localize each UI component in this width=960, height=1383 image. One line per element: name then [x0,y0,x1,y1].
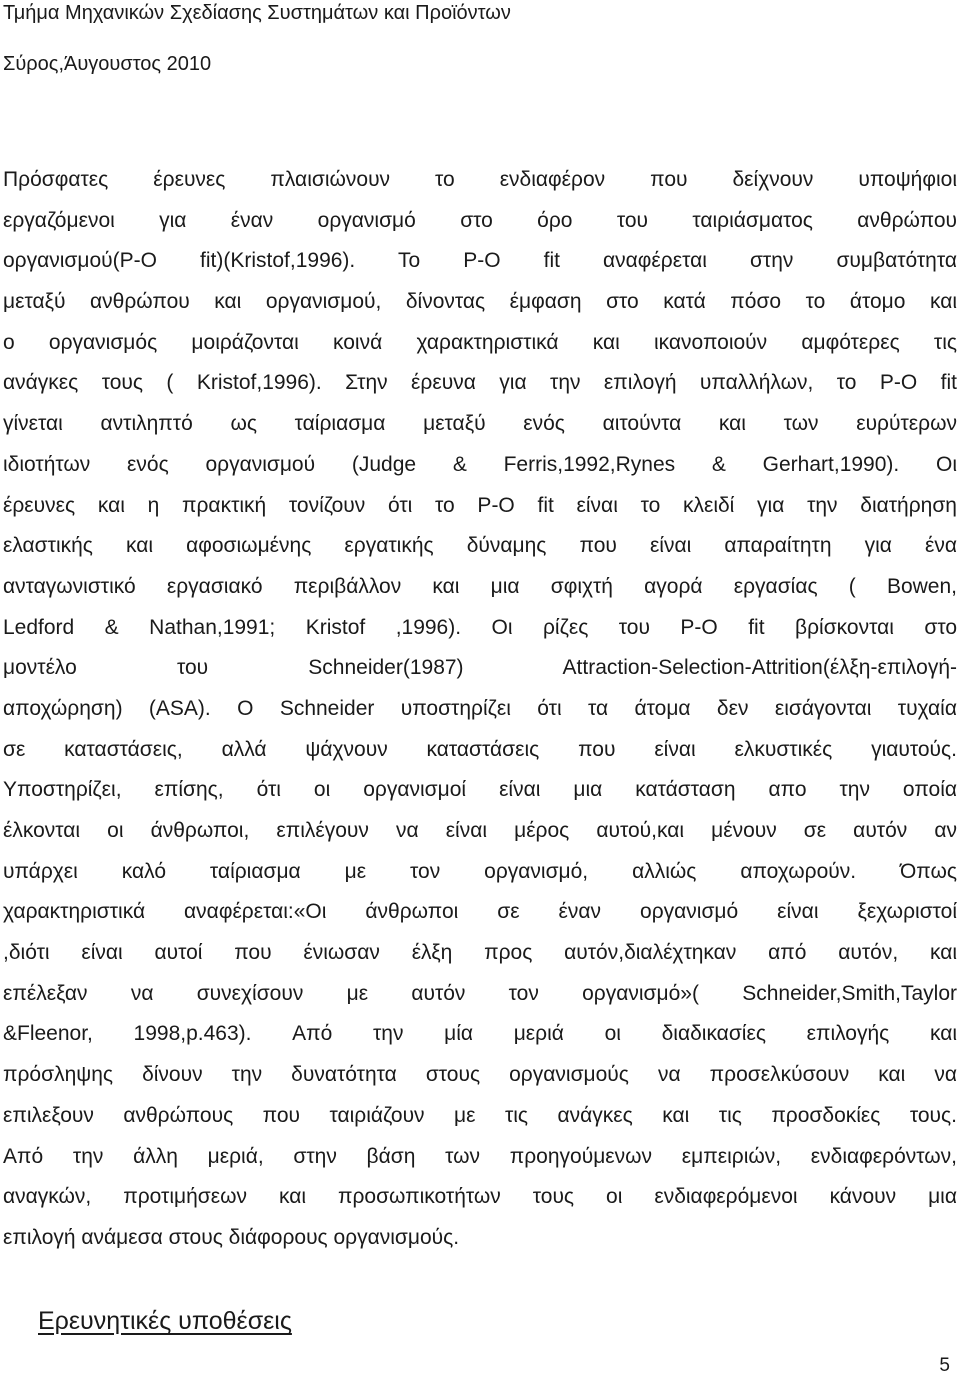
paragraph-line: Πρόσφατες έρευνες πλαισιώνουν το ενδιαφέρον που δείχνουν υποψήφιοι [3,168,957,191]
paragraph-line: Υποστηρίζει, επίσης, ότι οι οργανισμοί είναι μια κατάσταση απο την οποία [3,778,957,802]
paragraph-line: Ledford & Nathan,1991; Kristof ,1996). Οι ρίζες του P-O fit βρίσκονται στο [3,615,957,639]
paragraph-line: ανάγκες τους ( Kristof,1996). Στην έρευνα για την επιλογή υπαλλήλων, το P-O fit [3,371,957,395]
section-heading: Ερευνητικές υποθέσεις [38,1307,292,1335]
paragraph-line: μοντέλο του Schneider(1987) Attraction-Selection-Attrition(έλξη-επιλογή- [3,656,957,680]
paragraph-line: αναγκών, προτιμήσεων και προσωπικοτήτων τους οι ενδιαφερόμενοι κάνουν μια [3,1185,957,1209]
body-paragraph [3,160,957,1259]
paragraph-line: ελαστικής και αφοσιωμένης εργατικής δύναμης που είναι απαραίτητη για ένα [3,534,957,558]
paragraph-line: ανταγωνιστικό εργασιακό περιβάλλον και μια σφιχτή αγορά εργασίας ( Bowen, [3,574,957,598]
page-header [3,0,511,77]
paragraph-line: πρόσληψης δίνουν την δυνατότητα στους οργανισμούς να προσελκύσουν και να [3,1063,957,1087]
paragraph-line: υπάρχει καλό ταίριασμα με τον οργανισμό, αλλιώς αποχωρούν. Όπως [3,859,957,883]
paragraph-line: αποχώρηση) (ASA). O Schneider υποστηρίζει ότι τα άτομα δεν εισάγονται τυχαία [3,696,957,720]
paragraph-line: μεταξύ ανθρώπου και οργανισμού, δίνοντας έμφαση στο κατά πόσο το άτομο και [3,290,957,314]
paragraph-line: έλκονται οι άνθρωποι, επιλέγουν να είναι μέρος αυτού,και μένουν σε αυτόν αν [3,819,957,842]
paragraph-line: ,διότι είναι αυτοί που ένιωσαν έλξη προς αυτόν,διαλέχτηκαν από αυτόν, και [3,941,957,965]
place-date: Σύρος,Άυγουστος 2010 [3,53,212,75]
paragraph-line: εργαζόμενοι για έναν οργανισμό στο όρο του ταιριάσματος ανθρώπου [3,208,957,232]
paragraph-line: έρευνες και η πρακτική τονίζουν ότι το P-O fit είναι το κλειδί για την διατήρηση [3,493,957,517]
paragraph-line: επιλεξουν ανθρώπους που ταιριάζουν με τις ανάγκες και τις προσδοκίες τους. [3,1103,957,1127]
paragraph-line: επέλεξαν να συνεχίσουν με αυτόν τον οργανισμό»( Schneider,Smith,Taylor [3,981,957,1005]
paragraph-line-last: επιλογή ανάμεσα στους διάφορους οργανισμούς. [3,1225,460,1249]
paragraph-line: γίνεται αντιληπτό ως ταίριασμα μεταξύ ενός αιτούντα και των ευρύτερων [3,412,957,436]
paragraph-line: ιδιοτήτων ενός οργανισμού (Judge & Ferris,1992,Rynes & Gerhart,1990). Οι [3,452,957,476]
paragraph-line: ο οργανισμός μοιράζονται κοινά χαρακτηριστικά και ικανοποιούν αμφότερες τις [3,330,957,354]
paragraph-line: &Fleenor, 1998,p.463). Από την μία μεριά οι διαδικασίες επιλογής και [3,1022,957,1046]
paragraph-line: σε καταστάσεις, αλλά ψάχνουν καταστάσεις που είναι ελκυστικές γιαυτούς. [3,737,957,761]
paragraph-line: οργανισμού(P-O fit)(Kristof,1996). Το P-O fit αναφέρεται στην συμβατότητα [3,249,957,273]
department-title: Τμήμα Μηχανικών Σχεδίασης Συστημάτων και Προϊόντων [3,2,511,24]
paragraph-line: Από την άλλη μεριά, στην βάση των προηγούμενων εμπειριών, ενδιαφερόντων, [3,1144,957,1168]
paragraph-line: χαρακτηριστικά αναφέρεται:«Οι άνθρωποι σε έναν οργανισμό είναι ξεχωριστοί [3,900,957,924]
page-number: 5 [939,1355,950,1376]
